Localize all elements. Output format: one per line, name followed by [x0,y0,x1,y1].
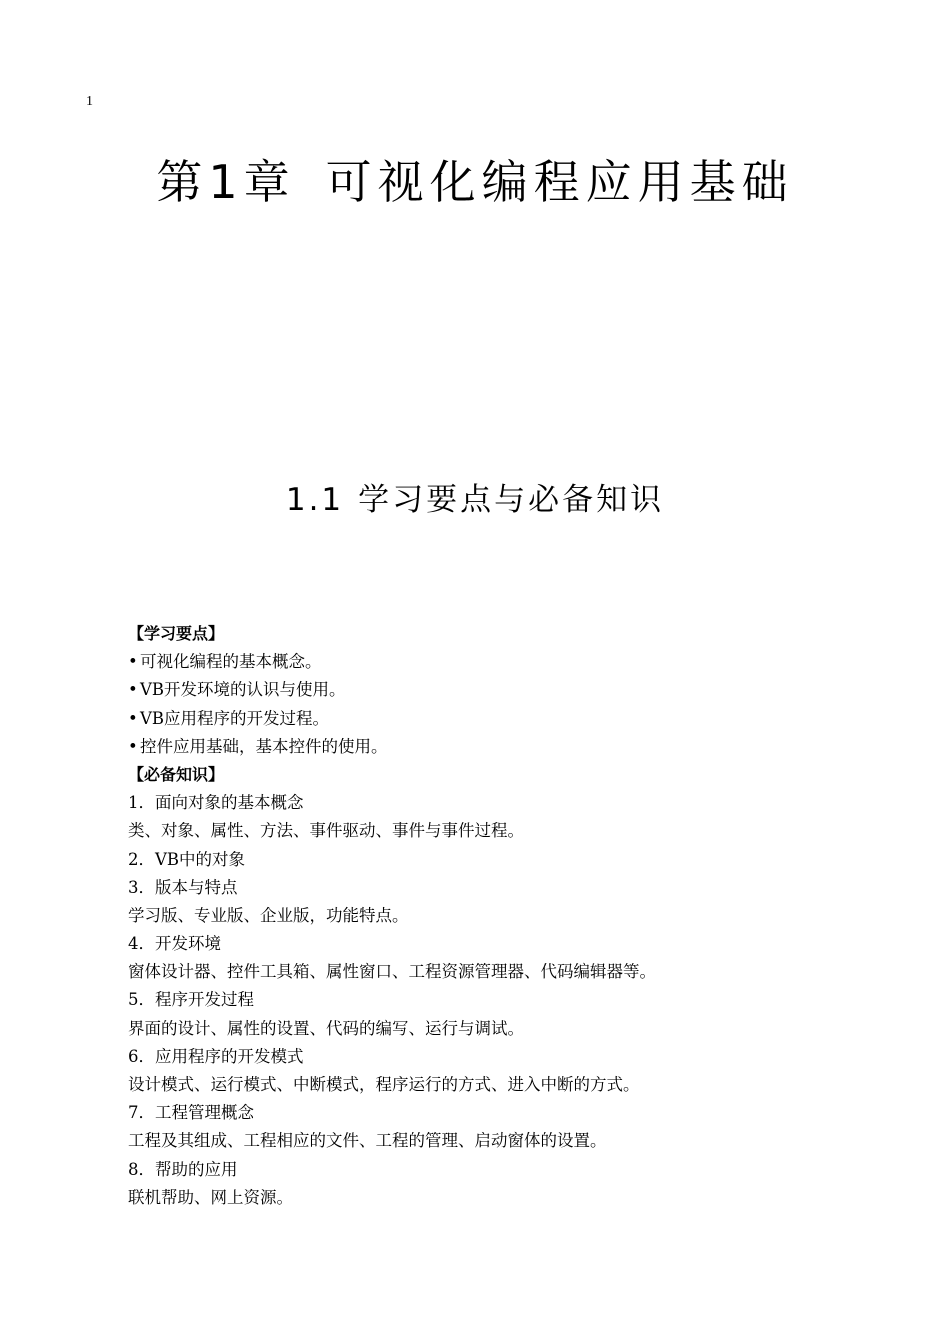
section-name: 学习要点与必备知识 [358,482,665,518]
topic-title: 5．程序开发过程 [128,990,254,1010]
section-number: 1.1 [285,482,345,518]
topic-title: 2．VB中的对象 [128,849,246,869]
page-content [128,620,908,1212]
topic-description: 联机帮助、网上资源。 [128,1187,293,1207]
topic-title: 1．面向对象的基本概念 [128,793,304,813]
topic-description: 工程及其组成、工程相应的文件、工程的管理、启动窗体的设置。 [128,1131,607,1151]
topic-description: 窗体设计器、控件工具箱、属性窗口、工程资源管理器、代码编辑器等。 [128,962,656,982]
bullet-icon: • [128,652,138,672]
topic-description: 类、对象、属性、方法、事件驱动、事件与事件过程。 [128,821,524,841]
bullet-icon: • [128,736,138,756]
chapter-number: 第1章 [156,155,296,209]
list-item-text: VB应用程序的开发过程。 [140,708,330,728]
list-item-text: 可视化编程的基本概念。 [140,652,322,672]
topic-title: 6．应用程序的开发模式 [128,1046,304,1066]
topic-description: 设计模式、运行模式、中断模式，程序运行的方式、进入中断的方式。 [128,1075,640,1094]
topic-title: 3．版本与特点 [128,877,238,897]
learning-points-heading: 【学习要点】 [128,624,225,643]
topic-title: 8．帮助的应用 [128,1159,238,1179]
list-item [128,648,908,676]
list-item [128,733,908,761]
topic-title: 7．工程管理概念 [128,1103,254,1123]
bullet-icon: • [128,680,138,700]
list-item-text: VB开发环境的认识与使用。 [140,680,346,700]
topic-title: 4．开发环境 [128,934,221,954]
bullet-icon: • [128,708,138,728]
chapter-title [0,152,950,212]
topic-description: 界面的设计、属性的设置、代码的编写、运行与调试。 [128,1018,524,1038]
page-number: 1 [86,94,93,109]
list-item [128,676,908,704]
list-item [128,705,908,733]
section-title [0,478,950,522]
chapter-name: 可视化编程应用基础 [325,155,794,209]
topic-description: 学习版、专业版、企业版，功能特点。 [128,905,409,925]
prerequisites-heading: 【必备知识】 [128,764,225,784]
list-item-text: 控件应用基础，基本控件的使用。 [140,736,388,756]
